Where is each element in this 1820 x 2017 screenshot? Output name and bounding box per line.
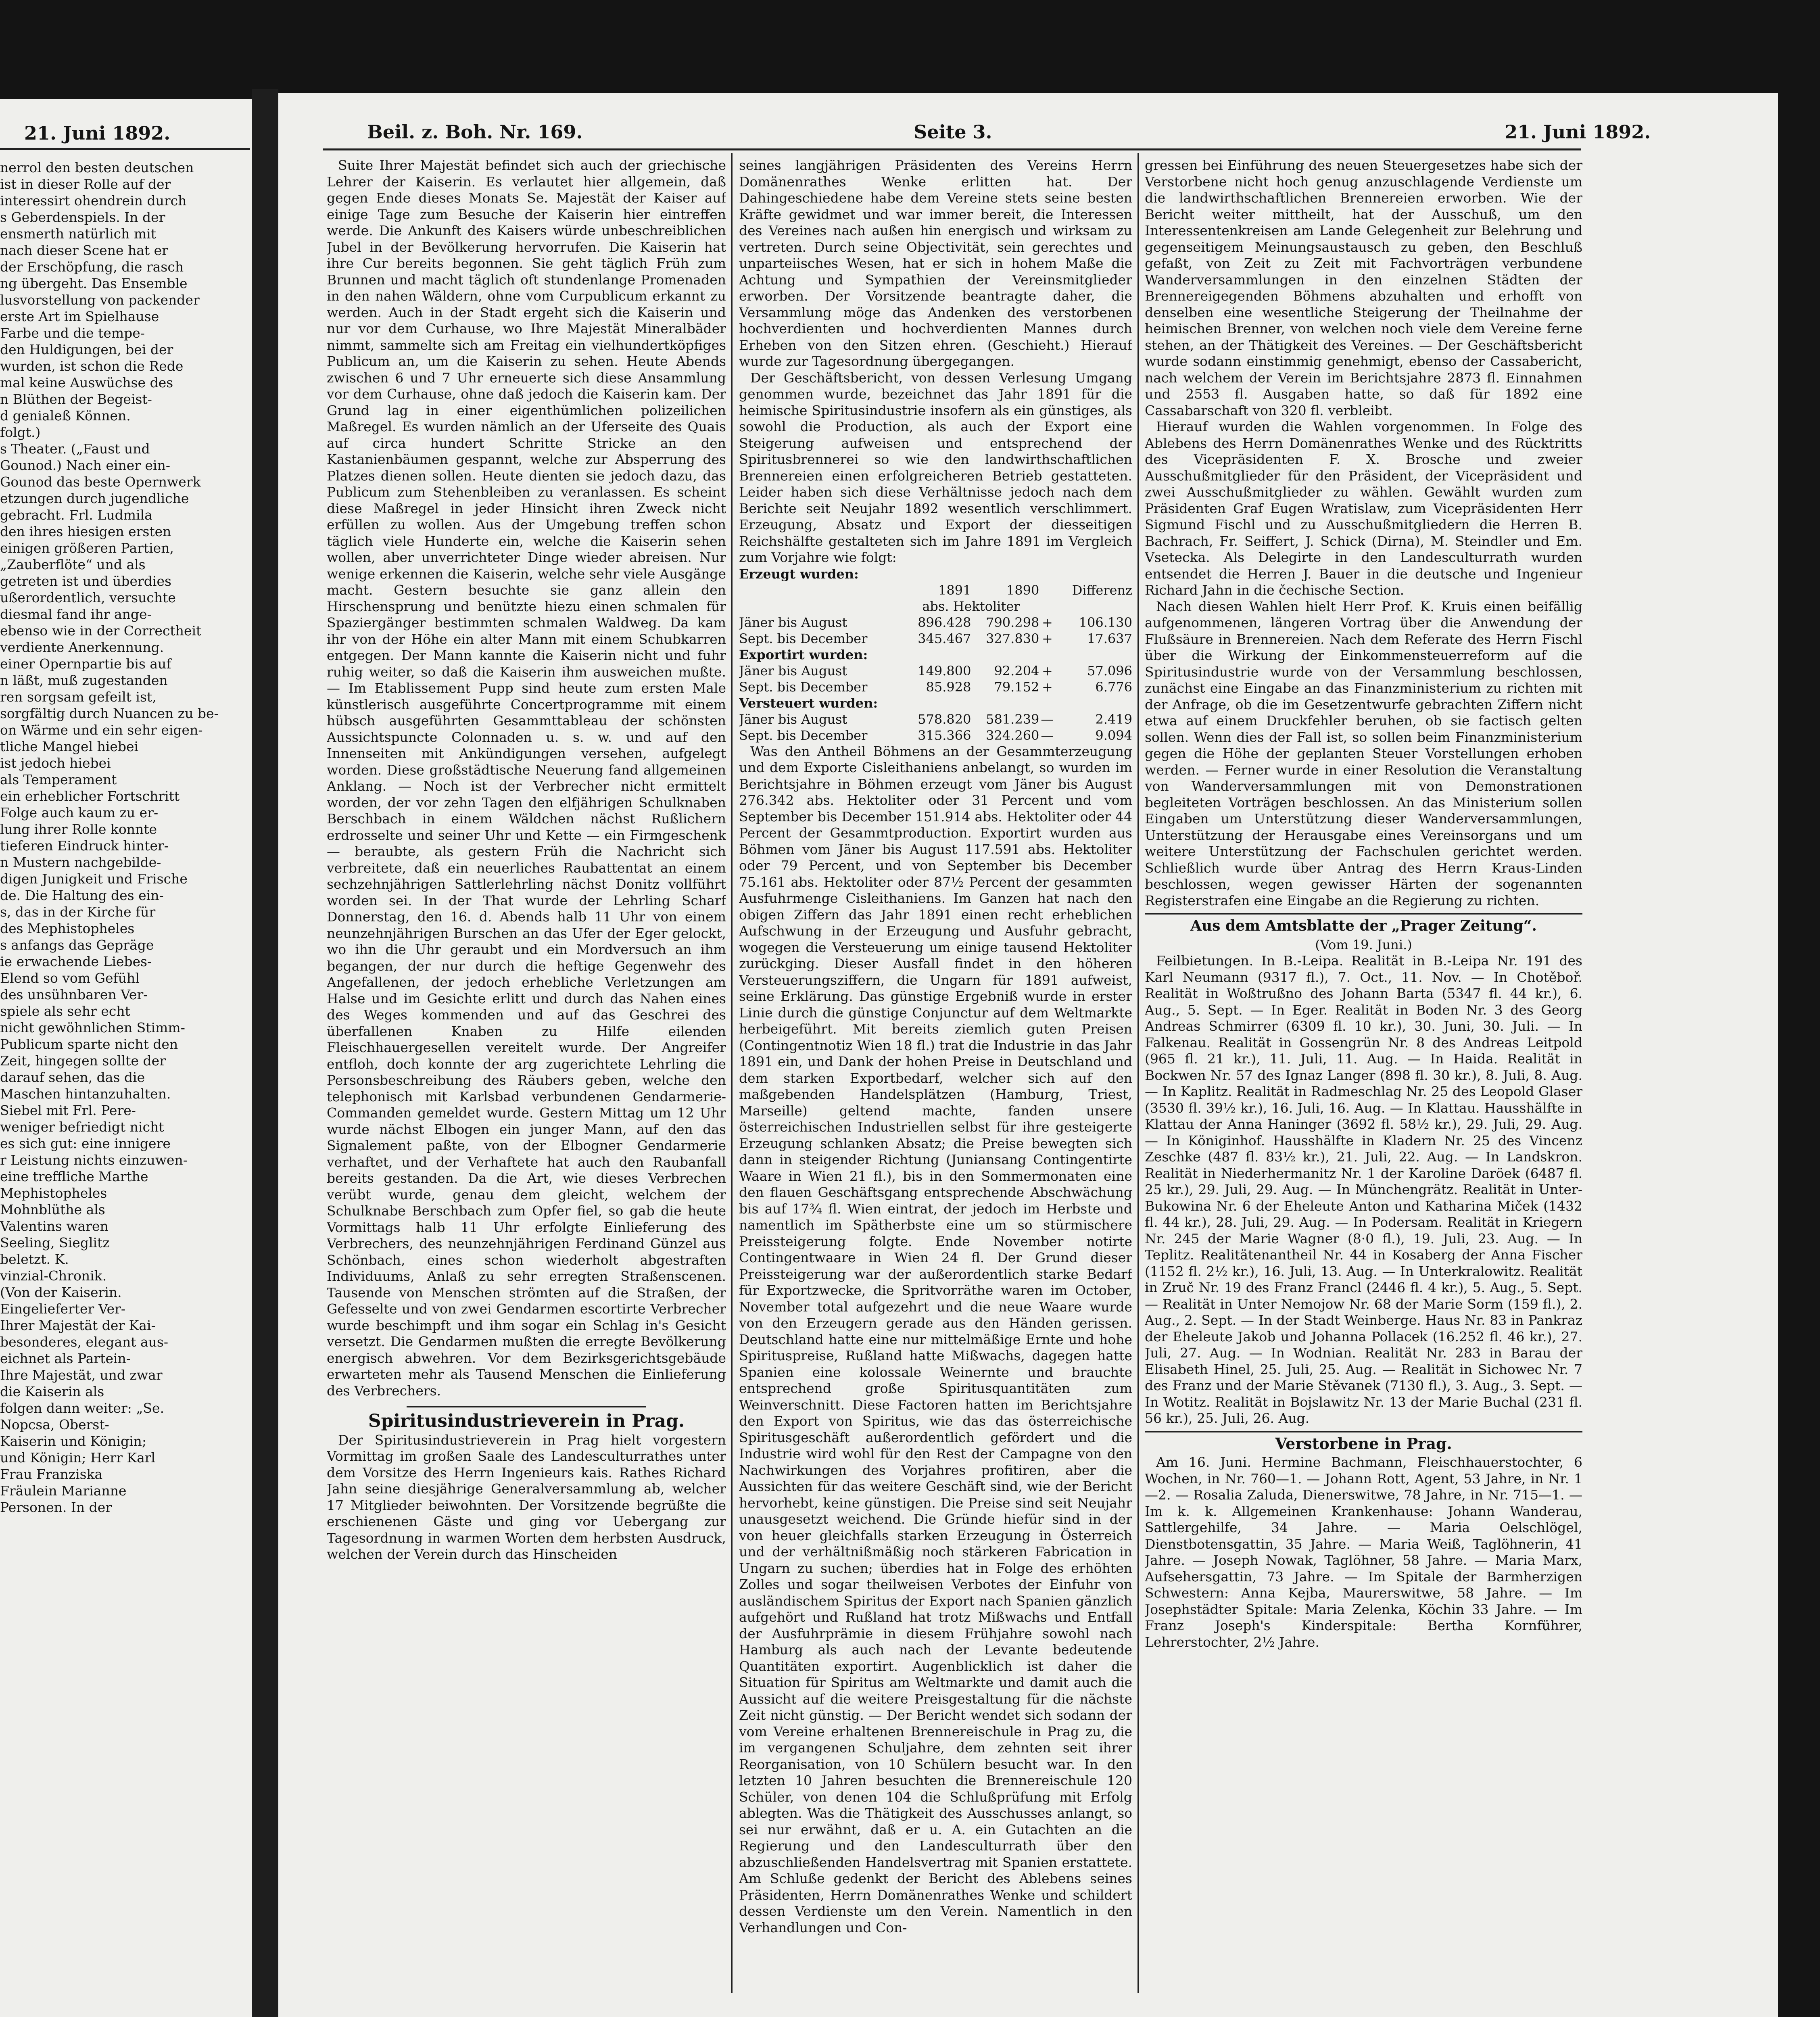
spiritus-article-continued: seines langjährigen Präsidenten des Vereins Herrn Domänenrathes Wenke erlitten hat. Der Dahingeschiedene habe dem Vereine stets seine besten Kräfte gewidmet und war immer bereit, die Interessen des Vereines nach außen hin energisch und wirksam zu vertreten. Durch seine Objectivität, sein gerechtes und unparteiisches Wesen, hat er sich in hohem Maße die Achtung und Sympathien der Vereinsmitglieder erworben. Der Vorsitzende beantragte daher, die Versammlung möge das Andenken des verstorbenen hochverdienten und hochverdienten Mannes durch Erheben von den Sitzen ehren. (Geschieht.) Hierauf wurde zur Tagesordnung übergegangen. — [739, 157, 1132, 369]
table-row: Jäner bis August 149.800 92.204 + 57.096 — [739, 663, 1132, 679]
left-page-line: lusvorstellung von packender — [0, 292, 200, 308]
left-page-line: on Wärme und ein sehr eigen- — [0, 722, 203, 738]
table-section-taxed: Versteuert wurden: — [739, 695, 878, 711]
elections-text: Hierauf wurden die Wahlen vorgenommen. In Folge des Ablebens des Herrn Domänenrathes Wenke und des Rücktritts des Vicepräsidenten F. X. Brosche und zweier Ausschußmitglieder für den Präsident, der Vicepräsident und zwei Ausschußmitglieder zu wählen. Gewählt wurden zum Präsidenten Graf Eugen Wratislaw, zum Vicepräsidenten Herr Sigmund Fischl und zu Ausschußmitgliedern die Herren B. Bachrach, Fr. Seiffert, J. Schick (Dirna), M. Steindler und Em. Vsetecka. Als Delegirte in den Landesculturrath wurden entsendet die Herren J. Bauer in die deutsche und Ingenieur Richard Jahn in die čechische Section. — [1145, 419, 1582, 598]
table-row: Sept. bis December 85.928 79.152 + 6.776 — [739, 679, 1132, 695]
left-page-line: Zeit, hingegen sollte der — [0, 1053, 166, 1069]
column-1 — [327, 157, 726, 1981]
left-page-line: folgen dann weiter: „Se. — [0, 1400, 165, 1416]
right-page — [278, 93, 1778, 2017]
left-page-line: Publicum sparte nicht den — [0, 1036, 178, 1052]
spiritus-article-heading: Spiritusindustrieverein in Prag. — [368, 1411, 685, 1431]
section-rule — [1145, 913, 1582, 915]
left-page-line: ein erheblicher Fortschritt — [0, 788, 180, 804]
kaiserin-article-text: Suite Ihrer Majestät befindet sich auch der griechische Lehrer der Kaiserin. Es verlautet hier allgemein, daß gegen Ende dieses Monats Se. Majestät der Kaiser auf einige Tage zum Besuche der Kaiserin hier eintreffen werde. Die Ankunft des Kaisers würde unbeschreiblichen Jubel in der Bevölkerung hervorrufen. Die Kaiserin hat ihre Cur bereits begonnen. Sie geht täglich Früh zum Brunnen und macht täglich oft stundenlange Promenaden in den nahen Wäldern, ohne vom Curpublicum erkannt zu werden. Auch in der Stadt ergeht sich die Kaiserin und nur vor dem Curhause, wo Ihre Majestät Mineralbäder nimmt, sammelte sich am Freitag ein vielhundertköpfiges Publicum an, um die Kaiserin zu sehen. Heute Abends zwischen 6 und 7 Uhr erneuerte sich diese Ansammlung vor dem Curhause, ohne daß jedoch die Kaiserin kam. Der Grund lag in einer eigenthümlichen polizeilichen Maßregel. Es wurden nämlich an der Uferseite des Quais auf circa hundert Schritte Stricke an den Kastanienbäumen gespannt, welche zur Absperrung des Platzes dienen sollen. Heute dienten sie jedoch dazu, das Publicum zum Stehenbleiben zu veranlassen. Es scheint diese Maßregel in jeder Hinsicht ihren Zweck nicht erfüllen zu wollen. Aus der Umgebung treffen schon täglich viele Hunderte ein, welche die Kaiserin sehen wollen, aber unverrichteter Dinge wieder abreisen. Nur wenige erkennen die Kaiserin, welche sehr viele Ausgänge macht. Gestern besuchte sie ganz allein den Hirschensprung und benützte hiezu einen schmalen für Spaziergänger bestimmten schmalen Waldweg. Da kam ihr von der Höhe ein alter Mann mit einem Schubkarren entgegen. Der Mann kannte die Kaiserin nicht und fuhr ruhig weiter, so daß die Kaiserin ihm ausweichen mußte. — Im Etablissement Pupp sind heute zum ersten Male künstlerisch ausgeführte Concertprogramme mit einem hübsch ausgeführten Gesammttableau der schönsten Aussichtspuncte Colonnaden u. s. w. und auf den Innenseiten mit Ankündigungen versehen, aufgelegt worden. Diese großstädtische Neuerung fand allgemeinen Anklang. — Noch ist der Verbrecher nicht ermittelt worden, der vor zehn Tagen den elfjährigen Schulknaben Berschbach in einem Wäldchen nächst Rußlichern erdrosselte und seiner Uhr und Kette — ein Firmgeschenk — beraubte, als gestern Früh die Nachricht sich verbreitete, daß ein neuerliches Raubattentat an einem sechzehnjährigen Sattlerlehrling nächst Donitz vollführt worden sei. In der That wurde der Lehrling Scharf Donnerstag, den 16. d. Abends halb 11 Uhr von einem neunzehnjährigen Burschen an das Ufer der Eger gelockt, wo ihn die Uhr geraubt und ein Mordversuch an ihm begangen, der nur durch die heftige Gegenwehr des Angefallenen, der jedoch erhebliche Verletzungen am Halse und im Gesichte erlitt und durch das Nahen eines des Weges kommenden und auf das Geschrei des überfallenen Knaben zu Hilfe eilenden Fleischhauergesellen vereitelt wurde. Der Angreifer entfloh, doch konnte der arg zugerichtete Lehrling die Personsbeschreibung des Räubers geben, welche den telephonisch mit Karlsbad verbundenen Gendarmerie-Commanden gemeldet wurde. Gestern Mittag um 12 Uhr wurde nächst Elbogen ein junger Mann, auf den das Signalement paßte, von der Elbogner Gendarmerie verhaftet, und der Verhaftete hat auch den Raubanfall bereits gestanden. Da die Art, wie dieses Verbrechen verübt wurde, genau dem gleicht, welchem der Schulknabe Berschbach zum Opfer fiel, so gab die heute Vormittags halb 11 Uhr erfolgte Einlieferung des Verbrechers, des neunzehnjährigen Ferdinand Günzel aus Schönbach, eines schon wiederholt abgestraften Individuums, Anlaß zu sehr erregten Straßenscenen. Tausende von Menschen strömten auf die Straßen, der Gefesselte und von zwei Gendarmen escortirte Verbrecher wurde beschimpft und ihm sogar ein Schlag in's Gesicht versetzt. Die Gendarmen mußten die erregte Bevölkerung energisch abwehren. Vor dem Bezirksgerichtsgebäude erwarteten mehr als Tausend Menschen die Einlieferung des Verbrechers. — [327, 157, 726, 1399]
left-page-line: es sich gut: eine innigere — [0, 1136, 171, 1151]
left-page-line: nerrol den besten deutschen — [0, 160, 194, 175]
left-page-line: ren sorgsam gefeilt ist, — [0, 689, 157, 705]
left-page-line: beletzt. K. — [0, 1251, 69, 1267]
left-page-line: ußerordentlich, versuchte — [0, 590, 176, 606]
left-page-column — [0, 159, 238, 2017]
left-page-line: n Mustern nachgebilde- — [0, 854, 161, 870]
left-page-line: n Blüthen der Begeist- — [0, 391, 152, 407]
left-page-line: als Temperament — [0, 772, 117, 787]
table-section-produced: Erzeugt wurden: — [739, 566, 859, 582]
left-page-line: s Geberdenspiels. In der — [0, 209, 165, 225]
left-page-line: ist in dieser Rolle auf der — [0, 176, 171, 192]
left-page-line: ist jedoch hiebei — [0, 755, 111, 771]
table-row: Jäner bis August 896.428 790.298 + 106.130 — [739, 614, 1132, 630]
left-page-line: spiele als sehr echt — [0, 1003, 130, 1019]
official-gazette-date: (Vom 19. Juni.) — [1315, 937, 1412, 952]
column-3 — [1145, 157, 1582, 1981]
left-page-line: gebracht. Frl. Ludmila — [0, 507, 152, 523]
official-gazette-heading: Aus dem Amtsblatte der „Prager Zeitung“. — [1190, 917, 1537, 934]
left-page-line: vinzial-Chronik. — [0, 1268, 107, 1284]
left-page-line: tliche Mangel hiebei — [0, 739, 139, 754]
left-header-rule — [0, 148, 250, 150]
left-page-line: ie erwachende Liebes- — [0, 954, 152, 969]
left-page-line: wurden, ist schon die Rede — [0, 358, 184, 374]
left-page-line: s Theater. („Faust und — [0, 441, 150, 457]
left-page-line: Personen. In der — [0, 1499, 112, 1515]
left-page-line: den Huldigungen, bei der — [0, 342, 173, 357]
section-rule-2 — [1145, 1431, 1582, 1432]
left-page-line: sorgfältig durch Nuancen zu be- — [0, 706, 219, 721]
header-rule — [323, 148, 1581, 150]
column-divider-2 — [1138, 153, 1139, 1993]
left-page — [0, 99, 252, 2017]
table-section-exported: Exportirt wurden: — [739, 647, 868, 662]
left-page-line: Kaiserin und Königin; — [0, 1433, 147, 1449]
left-page-line: Eingelieferter Ver- — [0, 1301, 126, 1317]
left-page-line: den ihres hiesigen ersten — [0, 524, 171, 539]
business-report-text: Der Geschäftsbericht, von dessen Verlesung Umgang genommen wurde, bezeichnet das Jahr 1891 für die heimische Spiritusindustrie insofern als ein günstiges, als sowohl die Production, als auch der Export eine Steigerung aufweisen und entsprechend der Spiritusbrennerei so wie den landwirthschaftlichen Brennereien einen erfolgreicheren Betrieb gestatteten. Leider haben sich diese Verhältnisse jedoch nach dem Berichte seit Neujahr 1892 wesentlich verschlimmert. Erzeugung, Absatz und Export der diesseitigen Reichshälfte gestalteten sich im Jahre 1891 im Vergleich zum Vorjahre wie folgt: — [739, 370, 1132, 565]
left-page-line: eine treffliche Marthe — [0, 1169, 148, 1184]
bohemia-share-text: Was den Antheil Böhmens an der Gesammterzeugung und dem Exporte Cisleithaniens anbelangt, so wurden im Berichtsjahre in Böhmen erzeugt vom Jäner bis August 276.342 abs. Hektoliter oder 31 Percent und vom September bis December 151.914 abs. Hektoliter oder 44 Percent der Gesammtproduction. Exportirt wurden aus Böhmen vom Jäner bis August 117.591 abs. Hektoliter oder 79 Percent, und von September bis December 75.161 abs. Hektoliter oder 87½ Percent der gesammten Ausfuhrmenge Cisleithaniens. Im Ganzen hat nach den obigen Ziffern das Jahr 1891 einen recht erheblichen Aufschwung in der Erzeugung und Ausfuhr gebracht, wogegen die Versteuerung um einige tausend Hektoliter zurückging. Dieser Ausfall findet in den höheren Versteuerungsziffern, die Ungarn für 1891 aufweist, seine Erklärung. Das günstige Ergebniß wurde in erster Linie durch die günstige Conjunctur auf dem Weltmarkte herbeigeführt. Mit bereits ziemlich guten Preisen (Contingentnotiz Wien 18 fl.) trat die Industrie in das Jahr 1891 ein, und Dank der hohen Preise in Deutschland und dem starken Exportbedarf, welcher sich auf den maßgebenden Handelsplätzen (Hamburg, Triest, Marseille) geltend machte, fanden unsere österreichischen Industriellen selbst für ihre gesteigerte Erzeugung schlanken Absatz; die Preise bewegten sich dann in steigender Richtung (Juniansang Contingentirte Waare in Wien 21 fl.), bis in den Sommermonaten eine den flauen Geschäftsgang entsprechende Abschwächung bis auf 17¾ fl. Wien eintrat, der jedoch im Herbste und namentlich im Spätherbste eine um so stürmischere Preissteigerung folgte. Ende November notirte Contingentwaare in Wien 24 fl. Der Grund dieser Preissteigerung war der außerordentlich starke Bedarf für Exportzwecke, die Spritvorräthe waren im October, November total aufgezehrt und die neue Waare wurde von den Erzeugern gerade aus den Händen gerissen. Deutschland hatte eine nur mittelmäßige Ernte und hohe Spirituspreise, Rußland hatte Mißwachs, dagegen hatte Spanien eine kolossale Weinernte und brauchte entsprechend große Spiritusquantitäten zum Weinverschnitt. Diese Factoren hatten im Berichtsjahre den Export von Spiritus, wie das das österreichische Spiritusgeschäft außerordentlich gefördert und die Industrie wird wohl für den Rest der Campagne von den Nachwirkungen des Vorjahres profitiren, aber die Aussichten für das weitere Geschäft sind, wie der Bericht hervorhebt, keine günstigen. Die Preise sind seit Neujahr unausgesetzt weichend. Die Gründe hiefür sind in der von heuer gleichfalls starken Erzeugung in Österreich und der verhältnißmäßig noch stärkeren Fabrication in Ungarn zu suchen; überdies hat in Folge des erhöhten Zolles und sogar theilweisen Verbotes der Einfuhr von ausländischem Spiritus der Export nach Spanien gänzlich aufgehört und Rußland hat trotz Mißwachs und Entfall der Ausfuhrprämie in diesem Frühjahre sowohl nach Hamburg als auch nach der Levante bedeutende Quantitäten exportirt. Augenblicklich ist daher die Situation für Spiritus am Weltmarkte und damit auch die Aussicht auf die weitere Preisgestaltung für die nächste Zeit nicht günstig. — Der Bericht wendet sich sodann der vom Vereine erhaltenen Brennereischule in Prag zu, die im vergangenen Schuljahre, dem zehnten seit ihrer Reorganisation, von 10 Schülern besucht war. In den letzten 10 Jahren besuchten die Brennereischule 120 Schüler, von denen 104 die Schlußprüfung mit Erfolg ablegten. Was die Thätigkeit des Ausschusses anlangt, so sei nur erwähnt, daß er u. A. ein Gutachten an die Regierung und den Landesculturrath über den abzuschließenden Handelsvertrag mit Spanien erstattete. Am Schluße gedenkt der Bericht des Ablebens seines Präsidenten, Herrn Domänenrathes Wenke und schildert dessen Verdienste um den Verein. Namentlich in den Verhandlungen und Con- — [739, 743, 1132, 1936]
left-page-line: de. Die Haltung des ein- — [0, 887, 164, 903]
left-page-line: und Königin; Herr Karl — [0, 1450, 156, 1466]
left-page-line: ebenso wie in der Correctheit — [0, 623, 202, 639]
table-year-1891: 1891 — [938, 582, 971, 598]
left-page-line: Farbe und die tempe- — [0, 325, 145, 341]
left-page-line: Elend so vom Gefühl — [0, 970, 140, 986]
page-fold — [252, 89, 278, 2017]
table-unit: abs. Hektoliter — [922, 598, 1020, 614]
left-page-line: Maschen hintanzuhalten. — [0, 1086, 171, 1102]
left-page-line: s, das in der Kirche für — [0, 904, 156, 920]
left-page-line: Frau Franziska — [0, 1466, 103, 1482]
supplement-title: Beil. z. Boh. Nr. 169. — [367, 121, 583, 143]
left-page-line: „Zauberflöte“ und als — [0, 557, 146, 572]
column-divider-1 — [731, 153, 733, 1993]
left-page-line: r Leistung nichts einzuwen- — [0, 1152, 188, 1168]
auctions-text: Feilbietungen. In B.-Leipa. Realität in B.-Leipa Nr. 191 des Karl Neumann (9317 fl.), 7. Oct., 11. Nov. — In Chotěboř. Realität in Woßtrußno des Johann Barta (5347 fl. 44 kr.), 6. Aug., 5. Sept. — In Eger. Realität in Boden Nr. 3 des Georg Andreas Schmirrer (6309 fl. 10 kr.), 30. Juni, 30. Juli. — In Falkenau. Realität in Gossengrün Nr. 8 des Andreas Leitpold (965 fl. 21 kr.), 11. Juli, 11. Aug. — In Haida. Realität in Bockwen Nr. 57 des Ignaz Langer (898 fl. 30 kr.), 8. Juli, 8. Aug. — In Kaplitz. Realität in Radmeschlag Nr. 25 des Leopold Glaser (3530 fl. 39½ kr.), 16. Juli, 16. Aug. — In Klattau. Hausshälfte in Klattau der Anna Haninger (3692 fl. 58½ kr.), 29. Juli, 29. Aug. — In Königinhof. Hausshälfte in Kladern Nr. 25 des Vincenz Zeschke (487 fl. 83½ kr.), 21. Juli, 22. Aug. — In Landskron. Realität in Niederhermanitz Nr. 1 der Karoline Daröek (6487 fl. 25 kr.), 29. Juli, 29. Aug. — In Münchengrätz. Realität in Unter-Bukowina Nr. 6 der Eheleute Anton und Katharina Miček (1432 fl. 44 kr.), 28. Juli, 29. Aug. — In Podersam. Realität in Kriegern Nr. 245 der Marie Wagner (8·0 fl.), 19. Juli, 23. Aug. — In Teplitz. Realitätenantheil Nr. 44 in Kosaberg der Anna Fischer (1152 fl. 2½ kr.), 16. Juli, 13. Aug. — In Unterkralowitz. Realität in Zruč Nr. 19 des Franz Francl (2446 fl. 4 kr.), 5. Aug., 5. Sept. — Realität in Unter Nemojow Nr. 68 der Marie Sorm (159 fl.), 2. Aug., 2. Sept. — In der Stadt Weinberge. Haus Nr. 83 in Pankraz der Eheleute Jakob und Johanna Pollacek (16.252 fl. 46 kr.), 27. Juli, 27. Aug. — In Wodnian. Realität Nr. 283 in Barau der Elisabeth Hinel, 25. Juli, 25. Aug. — Realität in Sichowec Nr. 7 des Franz und der Marie Stěvanek (7130 fl.), 3. Aug., 3. Sept. — In Wotitz. Realität in Bojslawitz Nr. 13 der Marie Buchal (231 fl. 56 kr.), 25. Juli, 26. Aug. — [1145, 953, 1582, 1426]
issue-date: 21. Juni 1892. — [1505, 121, 1651, 143]
left-page-line: darauf sehen, das die — [0, 1069, 145, 1085]
left-page-line: Siebel mit Frl. Pere- — [0, 1102, 136, 1118]
left-page-line: Seeling, Sieglitz — [0, 1235, 110, 1251]
left-page-line: nach dieser Scene hat er — [0, 242, 168, 258]
left-page-line: Nopcsa, Oberst- — [0, 1417, 109, 1432]
left-page-line: Gounod das beste Opernwerk — [0, 474, 201, 490]
left-page-line: tieferen Eindruck hinter- — [0, 838, 169, 854]
left-page-line: diesmal fand ihr ange- — [0, 606, 152, 622]
left-page-line: verdiente Anerkennung. — [0, 639, 164, 655]
left-page-line: n läßt, muß zugestanden — [0, 672, 168, 688]
table-row: Jäner bis August 578.820 581.239 — 2.419 — [739, 711, 1132, 727]
left-page-line: eichnet als Partein- — [0, 1351, 131, 1366]
left-page-line: interessirt ohendrein durch — [0, 193, 187, 209]
left-page-line: (Von der Kaiserin. — [0, 1284, 122, 1300]
left-page-line: Ihre Majestät, und zwar — [0, 1367, 163, 1383]
left-page-line: einer Opernpartie bis auf — [0, 656, 171, 672]
left-page-line: des unsühnbaren Ver- — [0, 987, 148, 1002]
left-page-line: ng übergeht. Das Ensemble — [0, 276, 188, 291]
table-difference-header: Differenz — [1072, 582, 1132, 598]
lecture-text: Nach diesen Wahlen hielt Herr Prof. K. Kruis einen beifällig aufgenommenen, längeren Vortrag über die Anwendung der Flußsäure in Brennereien. Nach dem Referate des Herrn Fischl über die Wirkung der Einkommensteuerreform auf die Spiritusindustrie wurde von der Versammlung beschlossen, zunächst eine Eingabe an das Finanzministerium zu richten mit der Anfrage, ob die im Gesetzentwurfe gebrachten Ziffern nicht etwa auf einem Druckfehler beruhen, ob sie factisch gelten sollen. Wenn dies der Fall ist, so sollen beim Finanzministerium gegen die Höhe der geplanten Steuer Vorstellungen erhoben werden. — Ferner wurde in einer Resolution die Veranstaltung von Wanderversammlungen mit von Demonstrationen begleiteten Vorträgen beschlossen. An das Ministerium sollen Eingaben um Unterstützung dieser Wanderversammlungen, Unterstützung der Herausgabe eines Vereinsorgans und um weitere Unterstützung der Fachschulen gerichtet werden. Schließlich wurde über Antrag des Herrn Kraus-Linden beschlossen, wegen gewisser Härten der sogenannten Registerstrafen eine Eingabe an die Regierung zu richten. — [1145, 598, 1582, 908]
column-2 — [739, 157, 1132, 1981]
article-separator — [407, 1406, 646, 1407]
left-page-date: 21. Juni 1892. — [24, 122, 171, 144]
spiritus-article-end: gressen bei Einführung des neuen Steuergesetzes habe sich der Verstorbene nicht hoch genug anzuschlagende Verdienste um die landwirthschaftlichen Brennereien erworben. Wie der Bericht weiter mittheilt, hat der Ausschuß, um den Interessentenkreisen am Lande Gelegenheit zur Belehrung und gegenseitigem Meinungsaustausch zu geben, den Beschluß gefaßt, von Zeit zu Zeit mit Fachvorträgen verbundene Wanderversammlungen in den einzelnen Städten der Brennereigegenden Böhmens abzuhalten und erhofft von denselben eine wesentliche Steigerung der Theilnahme der heimischen Brenner, von welchen noch viele dem Vereine ferne stehen, an der Thätigkeit des Vereines. — Der Geschäftsbericht wurde sodann einstimmig genehmigt, ebenso der Cassabericht, nach welchem der Verein im Berichtsjahre 2873 fl. Einnahmen und 2553 fl. Ausgaben hatte, so daß für 1892 eine Cassabarschaft von 320 fl. verbleibt. — [1145, 157, 1582, 418]
left-page-line: besonderes, elegant aus- — [0, 1334, 169, 1350]
left-page-line: digen Junigkeit und Frische — [0, 871, 188, 887]
left-page-line: ensmerth natürlich mit — [0, 226, 156, 242]
left-page-line: Valentins waren — [0, 1218, 109, 1234]
left-page-line: etzungen durch jugendliche — [0, 491, 189, 506]
left-page-line: erste Art im Spielhause — [0, 309, 159, 324]
left-page-line: der Erschöpfung, die rasch — [0, 259, 184, 275]
left-page-line: des Mephistopheles — [0, 921, 135, 936]
left-page-line: die Kaiserin als — [0, 1384, 104, 1399]
left-page-line: mal keine Auswüchse des — [0, 375, 173, 390]
deceased-heading: Verstorbene in Prag. — [1275, 1434, 1452, 1453]
left-page-line: Gounod.) Nach einer ein- — [0, 457, 170, 473]
production-statistics-table — [739, 566, 1132, 743]
page-number: Seite 3. — [914, 121, 992, 143]
spiritus-article-text: Der Spiritusindustrieverein in Prag hielt vorgestern Vormittag im großen Saale des Landesculturrathes unter dem Vorsitze des Herrn Ingenieurs kais. Rathes Richard Jahn seine diesjährige Generalversammlung ab, welcher 17 Mitglieder beiwohnten. Der Vorsitzende begrüßte die erschienenen Gäste und ging vor Uebergang zur Tagesordnung in warmen Worten dem herbsten Ausdruck, welchen der Verein durch das Hinscheiden — [327, 1432, 726, 1562]
left-page-line: einigen größeren Partien, — [0, 540, 174, 556]
left-page-line: Mohnblüthe als — [0, 1202, 105, 1217]
left-page-line: nicht gewöhnlichen Stimm- — [0, 1020, 185, 1036]
left-page-line: Fräulein Marianne — [0, 1483, 127, 1499]
left-page-line: getreten ist und überdies — [0, 573, 171, 589]
left-page-line: Mephistopheles — [0, 1185, 107, 1201]
left-page-line: Ihrer Majestät der Kai- — [0, 1318, 156, 1333]
left-page-line: d genialeß Können. — [0, 408, 131, 424]
table-row: Sept. bis December 345.467 327.830 + 17.637 — [739, 631, 1132, 646]
table-row: Sept. bis December 315.366 324.260 — 9.094 — [739, 727, 1132, 743]
left-page-line: lung ihrer Rolle konnte — [0, 821, 157, 837]
left-page-line: folgt.) — [0, 424, 41, 440]
left-page-line: s anfangs das Gepräge — [0, 937, 154, 953]
table-year-1890: 1890 — [1006, 582, 1039, 598]
deceased-list-text: Am 16. Juni. Hermine Bachmann, Fleischhauerstochter, 6 Wochen, in Nr. 760—1. — Johann Rott, Agent, 53 Jahre, in Nr. 1—2. — Rosalia Zaluda, Dienerswitwe, 78 Jahre, in Nr. 715—1. — Im k. k. Allgemeinen Krankenhause: Johann Wanderau, Sattlergehilfe, 34 Jahre. — Maria Oelschlögel, Dienstbotensgattin, 35 Jahre. — Maria Weiß, Taglöhnerin, 41 Jahre. — Joseph Nowak, Taglöhner, 58 Jahre. — Maria Marx, Aufsehersgattin, 73 Jahre. — Im Spitale der Barmherzigen Schwestern: Anna Kejba, Maurerswitwe, 58 Jahre. — Im Josephstädter Spitale: Maria Zelenka, Köchin 33 Jahre. — Im Franz Joseph's Kinderspitale: Bertha Kornführer, Lehrerstochter, 2½ Jahre. — [1145, 1454, 1582, 1650]
left-page-line: weniger befriedigt nicht — [0, 1119, 164, 1135]
left-page-line: Folge auch kaum zu er- — [0, 805, 159, 821]
